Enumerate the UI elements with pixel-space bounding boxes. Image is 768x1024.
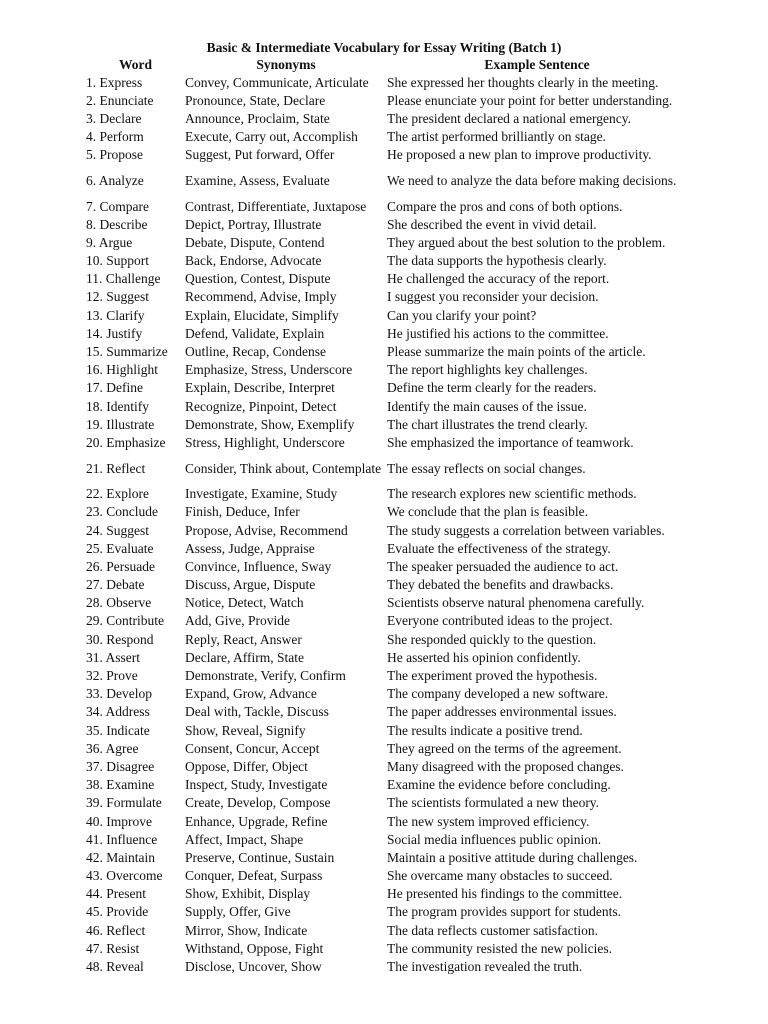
table-row bbox=[86, 197, 687, 215]
table-row bbox=[86, 252, 687, 270]
table-row bbox=[86, 397, 687, 415]
word-cell: 45. Provide bbox=[86, 904, 149, 920]
synonyms-cell: Assess, Judge, Appraise bbox=[185, 540, 315, 556]
synonyms-cell: Finish, Deduce, Infer bbox=[185, 504, 300, 520]
word-cell: 25. Evaluate bbox=[86, 540, 154, 556]
example-cell: She emphasized the importance of teamwork. bbox=[387, 434, 634, 450]
word-cell: 29. Contribute bbox=[86, 613, 164, 629]
word-cell: 26. Persuade bbox=[86, 558, 155, 574]
synonyms-cell: Announce, Proclaim, State bbox=[185, 110, 330, 126]
synonyms-cell: Supply, Offer, Give bbox=[185, 904, 291, 920]
example-cell: I suggest you reconsider your decision. bbox=[387, 289, 599, 305]
synonyms-cell: Outline, Recap, Condense bbox=[185, 344, 326, 360]
word-cell: 18. Identify bbox=[86, 398, 149, 414]
word-cell: 30. Respond bbox=[86, 631, 154, 647]
example-cell: The new system improved efficiency. bbox=[387, 813, 590, 829]
word-cell: 41. Influence bbox=[86, 831, 158, 847]
synonyms-cell: Recognize, Pinpoint, Detect bbox=[185, 398, 337, 414]
table-row bbox=[86, 685, 687, 703]
word-cell: 9. Argue bbox=[86, 234, 133, 250]
synonyms-cell: Withstand, Oppose, Fight bbox=[185, 940, 324, 956]
word-cell: 36. Agree bbox=[86, 740, 139, 756]
synonyms-cell: Recommend, Advise, Imply bbox=[185, 289, 337, 305]
table-row bbox=[86, 270, 687, 288]
word-cell: 8. Describe bbox=[86, 216, 148, 232]
synonyms-cell: Expand, Grow, Advance bbox=[185, 686, 317, 702]
word-cell: 31. Assert bbox=[86, 649, 140, 665]
word-cell: 47. Resist bbox=[86, 940, 140, 956]
example-cell: The results indicate a positive trend. bbox=[387, 722, 583, 738]
table-row bbox=[86, 848, 687, 866]
synonyms-cell: Defend, Validate, Explain bbox=[185, 325, 325, 341]
example-cell: The investigation revealed the truth. bbox=[387, 959, 583, 975]
example-cell: The research explores new scientific methods. bbox=[387, 486, 637, 502]
word-cell: 17. Define bbox=[86, 380, 143, 396]
word-cell: 28. Observe bbox=[86, 595, 152, 611]
table-row bbox=[86, 576, 687, 594]
example-cell: The artist performed brilliantly on stage. bbox=[387, 129, 606, 145]
synonyms-cell: Reply, React, Answer bbox=[185, 631, 302, 647]
word-cell: 38. Examine bbox=[86, 777, 155, 793]
example-column-header: Example Sentence bbox=[484, 57, 590, 72]
word-cell: 14. Justify bbox=[86, 325, 143, 341]
synonyms-cell: Conquer, Defeat, Surpass bbox=[185, 868, 323, 884]
table-row bbox=[86, 703, 687, 721]
synonyms-cell: Demonstrate, Show, Exemplify bbox=[185, 416, 355, 432]
word-cell: 40. Improve bbox=[86, 813, 152, 829]
synonyms-cell: Consent, Concur, Accept bbox=[185, 740, 320, 756]
synonyms-cell: Suggest, Put forward, Offer bbox=[185, 147, 335, 163]
synonyms-cell: Depict, Portray, Illustrate bbox=[185, 216, 322, 232]
example-cell: The essay reflects on social changes. bbox=[387, 460, 586, 476]
word-cell: 12. Suggest bbox=[86, 289, 150, 305]
synonyms-cell: Explain, Describe, Interpret bbox=[185, 380, 335, 396]
example-cell: He challenged the accuracy of the report. bbox=[387, 271, 610, 287]
example-cell: He asserted his opinion confidently. bbox=[387, 649, 581, 665]
synonyms-cell: Convey, Communicate, Articulate bbox=[185, 74, 369, 90]
table-row bbox=[86, 306, 687, 324]
example-cell: Evaluate the effectiveness of the strategy. bbox=[387, 540, 611, 556]
example-cell: Please summarize the main points of the article. bbox=[387, 344, 646, 360]
word-cell: 13. Clarify bbox=[86, 307, 145, 323]
synonyms-cell: Add, Give, Provide bbox=[185, 613, 290, 629]
example-cell: The speaker persuaded the audience to act. bbox=[387, 558, 619, 574]
example-cell: Everyone contributed ideas to the project. bbox=[387, 613, 613, 629]
example-cell: She described the event in vivid detail. bbox=[387, 216, 597, 232]
word-cell: 33. Develop bbox=[86, 686, 152, 702]
synonyms-cell: Show, Reveal, Signify bbox=[185, 722, 306, 738]
synonyms-cell: Back, Endorse, Advocate bbox=[185, 253, 322, 269]
example-cell: He proposed a new plan to improve productivity. bbox=[387, 147, 652, 163]
synonyms-cell: Emphasize, Stress, Underscore bbox=[185, 362, 353, 378]
synonyms-cell: Stress, Highlight, Underscore bbox=[185, 434, 345, 450]
example-cell: They debated the benefits and drawbacks. bbox=[387, 577, 614, 593]
word-cell: 19. Illustrate bbox=[86, 416, 155, 432]
synonyms-column-header: Synonyms bbox=[256, 57, 316, 72]
table-row bbox=[86, 73, 687, 91]
table-row bbox=[86, 812, 687, 830]
synonyms-cell: Disclose, Uncover, Show bbox=[185, 959, 322, 975]
example-cell: She expressed her thoughts clearly in the meeting. bbox=[387, 74, 659, 90]
table-row bbox=[86, 215, 687, 233]
table-row bbox=[86, 415, 687, 433]
example-cell: The president declared a national emergency. bbox=[387, 110, 632, 126]
table-row bbox=[86, 379, 687, 397]
table-row bbox=[86, 830, 687, 848]
table-row bbox=[86, 539, 687, 557]
example-cell: He presented his findings to the committee. bbox=[387, 886, 623, 902]
synonyms-cell: Create, Develop, Compose bbox=[185, 795, 331, 811]
table-row bbox=[86, 939, 687, 957]
word-cell: 32. Prove bbox=[86, 668, 138, 684]
table-row bbox=[86, 630, 687, 648]
synonyms-cell: Mirror, Show, Indicate bbox=[185, 922, 308, 938]
table-row bbox=[86, 867, 687, 885]
table-row bbox=[86, 903, 687, 921]
word-cell: 6. Analyze bbox=[86, 172, 144, 188]
example-cell: The experiment proved the hypothesis. bbox=[387, 668, 598, 684]
word-cell: 23. Conclude bbox=[86, 504, 158, 520]
synonyms-cell: Show, Exhibit, Display bbox=[185, 886, 311, 902]
word-cell: 4. Perform bbox=[86, 129, 144, 145]
synonyms-cell: Inspect, Study, Investigate bbox=[185, 777, 328, 793]
table-row bbox=[86, 128, 687, 146]
word-column-header: Word bbox=[118, 57, 152, 72]
example-cell: They argued about the best solution to the problem. bbox=[387, 234, 666, 250]
word-cell: 5. Propose bbox=[86, 147, 143, 163]
table-row bbox=[86, 485, 687, 503]
table-row bbox=[86, 433, 687, 451]
word-cell: 48. Reveal bbox=[86, 959, 144, 975]
table-row bbox=[86, 503, 687, 521]
word-cell: 16. Highlight bbox=[86, 362, 159, 378]
example-cell: Can you clarify your point? bbox=[387, 307, 537, 323]
word-cell: 11. Challenge bbox=[86, 271, 161, 287]
synonyms-cell: Consider, Think about, Contemplate bbox=[185, 460, 382, 476]
table-row bbox=[86, 776, 687, 794]
word-cell: 27. Debate bbox=[86, 577, 145, 593]
word-cell: 15. Summarize bbox=[86, 344, 168, 360]
synonyms-cell: Propose, Advise, Recommend bbox=[185, 522, 348, 538]
example-cell: They agreed on the terms of the agreement. bbox=[387, 740, 622, 756]
table-row bbox=[86, 146, 687, 164]
synonyms-cell: Notice, Detect, Watch bbox=[185, 595, 304, 611]
word-cell: 10. Support bbox=[86, 253, 150, 269]
synonyms-cell: Oppose, Differ, Object bbox=[185, 758, 308, 774]
word-cell: 35. Indicate bbox=[86, 722, 150, 738]
table-row bbox=[86, 361, 687, 379]
word-cell: 44. Present bbox=[86, 886, 146, 902]
example-cell: Examine the evidence before concluding. bbox=[387, 777, 611, 793]
example-cell: She responded quickly to the question. bbox=[387, 631, 597, 647]
example-cell: She overcame many obstacles to succeed. bbox=[387, 868, 613, 884]
table-row bbox=[86, 91, 687, 109]
example-cell: Scientists observe natural phenomena carefully. bbox=[387, 595, 645, 611]
table-row bbox=[86, 452, 687, 485]
word-cell: 22. Explore bbox=[86, 486, 149, 502]
table-row bbox=[86, 721, 687, 739]
table-row bbox=[86, 164, 687, 197]
word-cell: 37. Disagree bbox=[86, 758, 155, 774]
example-cell: The report highlights key challenges. bbox=[387, 362, 588, 378]
word-cell: 1. Express bbox=[86, 74, 143, 90]
table-row bbox=[86, 342, 687, 360]
example-cell: Many disagreed with the proposed changes. bbox=[387, 758, 624, 774]
example-cell: Identify the main causes of the issue. bbox=[387, 398, 587, 414]
table-body bbox=[86, 73, 687, 976]
synonyms-cell: Debate, Dispute, Contend bbox=[185, 234, 325, 250]
example-cell: We need to analyze the data before making decisions. bbox=[387, 172, 677, 188]
table-row bbox=[86, 794, 687, 812]
table-header-row bbox=[86, 57, 687, 73]
word-cell: 20. Emphasize bbox=[86, 434, 166, 450]
word-cell: 43. Overcome bbox=[86, 868, 163, 884]
example-cell: The company developed a new software. bbox=[387, 686, 609, 702]
example-cell: The paper addresses environmental issues. bbox=[387, 704, 617, 720]
example-cell: The study suggests a correlation between variables. bbox=[387, 522, 665, 538]
example-cell: The community resisted the new policies. bbox=[387, 940, 612, 956]
word-cell: 42. Maintain bbox=[86, 849, 155, 865]
word-cell: 21. Reflect bbox=[86, 460, 146, 476]
document-title: Basic & Intermediate Vocabulary for Essay Writing (Batch 1) bbox=[206, 40, 562, 55]
example-cell: He justified his actions to the committee. bbox=[387, 325, 609, 341]
synonyms-cell: Pronounce, State, Declare bbox=[185, 92, 326, 108]
word-cell: 24. Suggest bbox=[86, 522, 150, 538]
table-row bbox=[86, 921, 687, 939]
example-cell: The chart illustrates the trend clearly. bbox=[387, 416, 588, 432]
synonyms-cell: Question, Contest, Dispute bbox=[185, 271, 331, 287]
table-row bbox=[86, 739, 687, 757]
word-cell: 7. Compare bbox=[86, 198, 149, 214]
table-row bbox=[86, 233, 687, 251]
table-row bbox=[86, 666, 687, 684]
synonyms-cell: Convince, Influence, Sway bbox=[185, 558, 332, 574]
synonyms-cell: Preserve, Continue, Sustain bbox=[185, 849, 335, 865]
synonyms-cell: Enhance, Upgrade, Refine bbox=[185, 813, 328, 829]
word-cell: 39. Formulate bbox=[86, 795, 162, 811]
synonyms-cell: Contrast, Differentiate, Juxtapose bbox=[185, 198, 367, 214]
example-cell: The data reflects customer satisfaction. bbox=[387, 922, 599, 938]
table-row bbox=[86, 957, 687, 975]
synonyms-cell: Examine, Assess, Evaluate bbox=[185, 172, 330, 188]
example-cell: We conclude that the plan is feasible. bbox=[387, 504, 588, 520]
vocabulary-table bbox=[86, 57, 687, 976]
table-row bbox=[86, 324, 687, 342]
table-row bbox=[86, 288, 687, 306]
table-row bbox=[86, 557, 687, 575]
table-row bbox=[86, 648, 687, 666]
table-row bbox=[86, 885, 687, 903]
example-cell: Social media influences public opinion. bbox=[387, 831, 602, 847]
synonyms-cell: Deal with, Tackle, Discuss bbox=[185, 704, 329, 720]
word-cell: 34. Address bbox=[86, 704, 150, 720]
table-row bbox=[86, 521, 687, 539]
table-row bbox=[86, 594, 687, 612]
word-cell: 46. Reflect bbox=[86, 922, 146, 938]
example-cell: Maintain a positive attitude during challenges. bbox=[387, 849, 638, 865]
example-cell: The program provides support for students. bbox=[387, 904, 621, 920]
synonyms-cell: Investigate, Examine, Study bbox=[185, 486, 338, 502]
synonyms-cell: Explain, Elucidate, Simplify bbox=[185, 307, 339, 323]
synonyms-cell: Declare, Affirm, State bbox=[185, 649, 304, 665]
example-cell: Please enunciate your point for better understanding. bbox=[387, 92, 673, 108]
example-cell: The scientists formulated a new theory. bbox=[387, 795, 600, 811]
word-cell: 2. Enunciate bbox=[86, 92, 154, 108]
word-cell: 3. Declare bbox=[86, 110, 142, 126]
example-cell: Compare the pros and cons of both options. bbox=[387, 198, 623, 214]
table-row bbox=[86, 757, 687, 775]
table-row bbox=[86, 109, 687, 127]
synonyms-cell: Discuss, Argue, Dispute bbox=[185, 577, 316, 593]
example-cell: Define the term clearly for the readers. bbox=[387, 380, 597, 396]
synonyms-cell: Demonstrate, Verify, Confirm bbox=[185, 668, 346, 684]
synonyms-cell: Execute, Carry out, Accomplish bbox=[185, 129, 358, 145]
table-row bbox=[86, 612, 687, 630]
example-cell: The data supports the hypothesis clearly. bbox=[387, 253, 607, 269]
synonyms-cell: Affect, Impact, Shape bbox=[185, 831, 304, 847]
